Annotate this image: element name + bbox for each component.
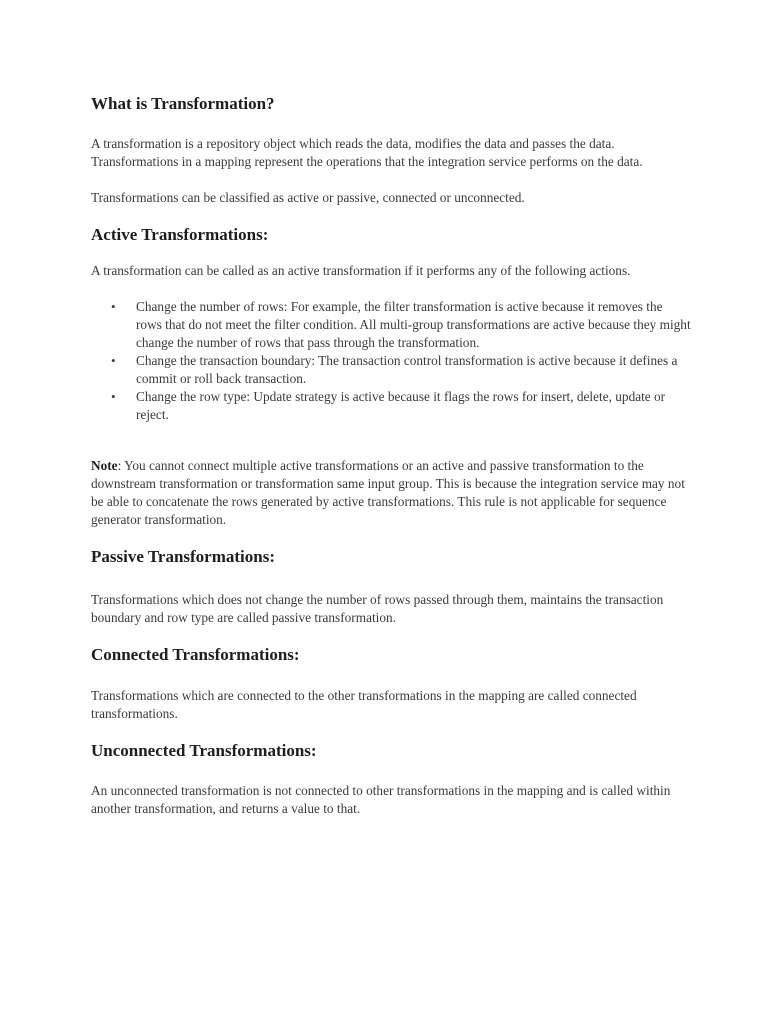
paragraph-active-intro: A transformation can be called as an active transformation if it performs any of the following actions.: [91, 263, 631, 278]
paragraph-unconnected: An unconnected transformation is not connected to other transformations in the mapping and is called within another transformation, and returns a value to that.: [91, 783, 671, 816]
list-item-text: Change the row type: Update strategy is active because it flags the rows for insert, delete, update or reject.: [136, 389, 666, 422]
paragraph-connected: Transformations which are connected to the other transformations in the mapping are called connected transformations.: [91, 688, 637, 721]
heading-unconnected-transformations: Unconnected Transformations:: [91, 741, 317, 760]
paragraph-what-2: Transformations can be classified as active or passive, connected or unconnected.: [91, 190, 525, 205]
bullet-icon: •: [111, 389, 116, 404]
bullet-icon: •: [111, 353, 116, 368]
list-item-text: Change the number of rows: For example, the filter transformation is active because it removes the rows that do not meet the filter condition. All multi-group transformations are active because they might change the number of rows that pass through the transformation.: [136, 299, 691, 350]
list-item: [91, 388, 691, 424]
document-page: [91, 93, 691, 818]
bullet-icon: •: [111, 299, 116, 314]
note-paragraph: [91, 457, 691, 529]
note-text: : You cannot connect multiple active transformations or an active and passive transformation to the downstream transformation or transformation same input group. This is because the integration service may not be able to concatenate the rows generated by active transformations. This rule is not applicable for sequence generator transformation.: [91, 458, 685, 527]
list-item: [91, 352, 691, 388]
paragraph-passive: Transformations which does not change the number of rows passed through them, maintains the transaction boundary and row type are called passive transformation.: [91, 592, 664, 625]
list-item: [91, 298, 691, 352]
list-item-text: Change the transaction boundary: The transaction control transformation is active because it defines a commit or roll back transaction.: [136, 353, 678, 386]
heading-connected-transformations: Connected Transformations:: [91, 645, 300, 664]
active-bullet-list: [91, 298, 691, 424]
heading-active-transformations: Active Transformations:: [91, 225, 269, 244]
paragraph-what-1: A transformation is a repository object which reads the data, modifies the data and passes the data. Transformations in a mapping represent the operations that the integration service performs on the data.: [91, 136, 643, 169]
heading-what-is-transformation: What is Transformation?: [91, 94, 275, 113]
heading-passive-transformations: Passive Transformations:: [91, 547, 276, 566]
note-label: Note: [91, 458, 118, 473]
